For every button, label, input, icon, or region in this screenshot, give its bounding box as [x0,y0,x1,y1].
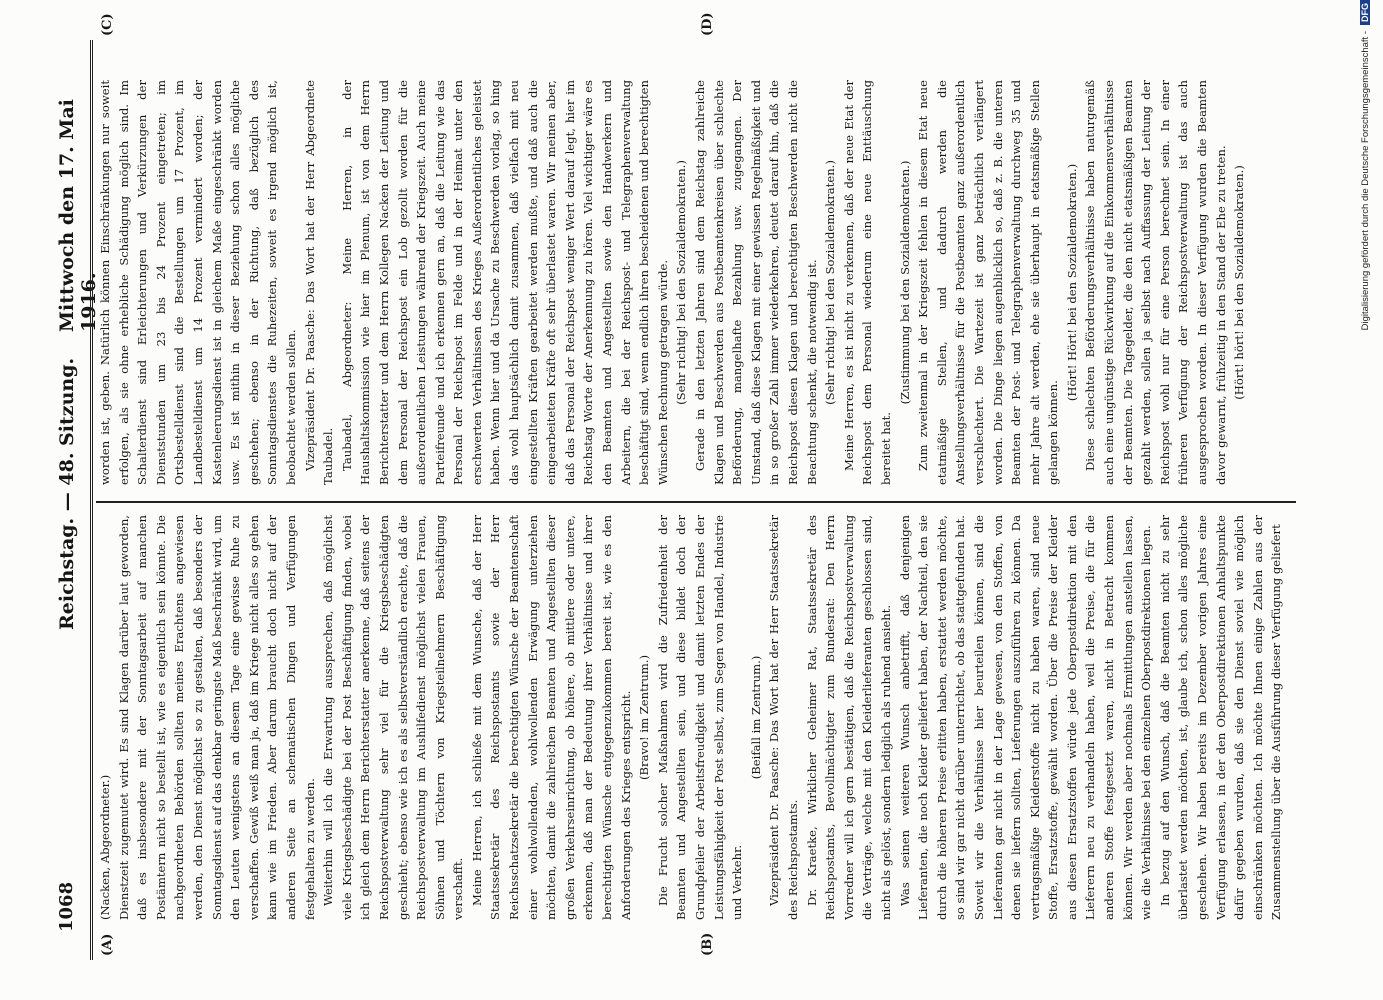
digitization-credit [1360,0,1371,1000]
interjection: (Bravo! im Zentrum.) [637,655,652,781]
paragraph: Dr. Kraetke, Wirklicher Geheimer Rat, Staatssekretär des Reichspostamts, Bevollmächtigter zum Bundesrat: Den Herrn Vorredner will ich gern bestätigen, daß die Reichspostverwaltung die Verträge, welche mit den Kleiderlieferanten geschlossen sind, nicht als gelöst, sondern lediglich als ruhend ansieht. [804,515,893,920]
paragraph: Was seinen weiteren Wunsch anbetrifft, daß denjenigen Lieferanten, die noch Kleider geliefert haben, der Nachteil, den sie durch die höheren Preise erlitten haben, erstattet werden möchte, so sind wir gar nicht darüber unterrichtet, ob das stattgefunden hat. Soweit wir die Verhältnisse hier beurteilen können, sind die Lieferanten gar nicht in der Lage gewesen, von den Stoffen, von denen sie liefern sollten, Lieferungen auszuführen zu können. Da vertragsmäßige Kleiderstoffe nicht zu haben waren, sind neue Stoffe, Ersatzstoffe, gewählt worden. Über die Preise der Kleider aus diesen Ersatzstoffen würde jede Oberpostdirektion mit den Lieferern neu zu verhandeln haben, weil die Preise, die für die anderen Stoffe festgesetzt waren, nicht in Betracht kommen können. Wir werden aber nochmals Ermittlungen anstellen lassen, wie die Verhältnisse bei den einzelnen Oberpostdirektionen liegen. [897,515,1154,920]
paragraph: Zum zweitenmal in der Kriegszeit fehlen in diesem Etat neue etatmäßige Stellen, und dadurch werden die Anstellungsverhältnisse für die Postbeamten ganz außerordentlich verschlechtert. Die Wartezeit ist ganz beträchtlich verlängert worden. Die Dinge liegen augenblicklich so, daß z. B. die unteren Beamten der Post- und Telegraphenverwaltung durchweg 35 und mehr Jahre alt werden, ehe sie überhaupt in etatsmäßige Stellen gelangen können. [916,80,1061,485]
credit-text: Digitalisierung gefördert durch die Deutsche Forschungsgemeinschaft - [1360,31,1371,331]
right-running-title: Mittwoch den 17. Mai 1916. [56,99,100,332]
paragraph: In bezug auf den Wunsch, daß die Beamten nicht zu sehr überlastet werden möchten, ist, glaube ich, schon alles mögliche geschehen. Wir haben bereits im Dezember vorigen Jahres eine Verfügung erlassen, in der den Oberpostdirektionen Anhaltspunkte dafür gegeben wurden, daß sie den Dienst soviel wie möglich einschränken möchten. Ich möchte Ihnen einige Zahlen aus der Zusammenstellung über die Ausführung dieser Verfügung geliefert [1157,515,1284,920]
paragraph: worden ist, geben. Natürlich können Einschränkungen nur soweit erfolgen, als sie ohne erhebliche Schädigung möglich sind. Im Schalterdienst sind Erleichterungen und Verkürzungen der Dienststunden um 23 bis 24 Prozent eingetreten; im Ortsbestelldienst sind die Bestellungen um 17 Prozent, im Landbestelldienst um 14 Prozent vermindert worden; der Kastenleerungsdienst ist in gleichem Maße eingeschränkt worden usw. Es ist mithin in dieser Beziehung schon alles mögliche geschehen; ebenso in der Richtung, daß bezüglich des Sonntagsdienstes die Ruhezeiten, soweit es irgend möglich ist, beobachtet werden sollen. [98,80,298,485]
paragraph: Weiterhin will ich die Erwartung aussprechen, daß möglichst viele Kriegsbeschädigte bei der Post Beschäftigung finden, wobei ich gleich dem Herrn Berichterstatter anerkenne, daß seitens der Reichspostverwaltung sehr viel für die Kriegsbeschädigten geschieht; ebenso wie ich es als selbstverständlich erachte, daß die Reichspostverwaltung im Aushilfedienst möglichst vielen Frauen, Söhnen und Töchtern von Kriegsteilnehmern Beschäftigung verschafft. [321,515,466,920]
dfg-logo: DFG [1360,0,1370,25]
paragraph: Dienstzeit zugemutet wird. Es sind Klagen darüber laut geworden, daß es insbesondere mit der Sonntagsarbeit auf manchen Postämtern nicht so bestellt ist, wie es eigentlich sein könnte. Die nachgeordneten Behörden sollten meines Erachtens angewiesen werden, den Dienst möglichst so zu gestalten, daß besonders der Sonntagsdienst auf das denkbar geringste Maß beschränkt wird, um den Leuten wenigstens an diesem Tage eine gewisse Ruhe zu verschaffen. Gewiß weiß man ja, daß im Kriege nicht alles so gehen kann wie im Frieden. Aber darum braucht doch nicht auf der anderen Seite an schematischen Dingen und Verfügungen festgehalten zu werden. [116,515,317,920]
left-column [96,515,1308,920]
margin-mark-a: (A) [100,933,115,956]
interjection: (Sehr richtig! bei den Sozialdemokraten.) [674,160,689,405]
paragraph: Vizepräsident Dr. Paasche: Das Wort hat der Herr Staatssekretär des Reichspostamts. [767,515,800,920]
margin-mark-b: (B) [700,932,715,956]
column-divider [96,501,1296,503]
header-rule [90,40,93,960]
interjection: (Beifall im Zentrum.) [748,655,763,780]
paragraph: Vizepräsident Dr. Paasche: Das Wort hat der Herr Abgeordnete Taubadel. [302,80,336,485]
paragraph: Meine Herren, es ist nicht zu verkennen, daß der neue Etat der Reichspost dem Personal wiederum eine neue Enttäuschung bereitet hat. [841,80,893,485]
margin-mark-d: (D) [700,12,715,36]
right-column [96,80,1308,485]
paragraph: Die Frucht solcher Maßnahmen wird die Zufriedenheit der Beamten und Angestellten sein, und diese bildet doch der Grundpfeiler der Arbeitsfreudigkeit und damit letzten Endes der Leistungsfähigkeit der Post selbst, zum Segen von Handel, Industrie und Verkehr. [655,515,745,920]
paragraph: Gerade in den letzten Jahren sind dem Reichstag zahlreiche Klagen und Beschwerden aus Postbeamtenkreisen über schlechte Beförderung, mangelhafte Bezahlung usw. zugegangen. Der Umstand, daß diese Klagen mit einer gewissen Regelmäßigkeit und in so großer Zahl immer wiederkehren, deutet darauf hin, daß die Reichspost diesen Klagen und berechtigten Beschwerden nicht die Beachtung schenkt, die notwendig ist. [693,80,819,485]
interjection: (Hört! hört! bei den Sozialdemokraten.) [1232,165,1247,400]
paragraph: Diese schlechten Beförderungsverhältnisse haben naturgemäß auch eine ungünstige Rückwirkung auf die Einkommensverhältnisse der Beamten. Die Tagegelder, die den nicht etatsmäßigen Beamten gezahlt werden, sollen ja selbst nach Auffassung der Leitung der Reichspost wohl nur für eine Person berechnet sein. In einer früheren Verfügung der Reichspostverwaltung ist das auch ausgesprochen worden. In dieser Verfügung wurden die Beamten davor gewarnt, frühzeitig in den Stand der Ehe zu treten. [1083,80,1228,485]
paragraph: Taubadel, Abgeordneter: Meine Herren, in der Haushaltskommission wie hier im Plenum, ist von dem Herrn Berichterstatter und dem Herrn Kollegen Nacken der Leitung und dem Personal der Reichspost ein Lob gezollt worden für die außerordentlichen Leistungen während der Kriegszeit. Auch meine Parteifreunde und ich erkennen gern an, daß die Leitung wie das Personal der Reichspost im Felde und in der Heimat unter den erschwerten Verhältnissen des Krieges Außerordentliches geleistet haben. Wenn hier und da Ursache zu Beschwerden vorlag, so hing das wohl hauptsächlich damit zusammen, daß vielfach mit neu eingestellten Kräften gearbeitet werden mußte, und daß auch die eingearbeiteten Kräfte oft sehr überlastet waren. Wir meinen aber, daß das Personal der Reichspost weniger Wert darauf legt, hier im Reichstag Worte der Anerkennung zu hören. Viel wichtiger wäre es den Beamten und Angestellten sowie den Handwerkern und Arbeitern, die bei der Reichspost- und Telegraphenverwaltung beschäftigt sind, wenn endlich ihren bescheidenen und berechtigten Wünschen Rechnung getragen würde. [339,80,670,485]
left-running-title: Reichstag. — 48. Sitzung. [56,357,78,630]
interjection: (Hört! Hört! bei den Sozialdemokraten.) [1064,163,1079,402]
speaker-line: (Nacken, Abgeordneter.) [98,774,112,920]
margin-mark-c: (C) [100,13,115,36]
page-header [48,40,100,960]
interjection: (Sehr richtig! bei den Sozialdemokraten.) [823,160,838,405]
page-number: 1068 [56,881,77,932]
paragraph: Meine Herren, ich schließe mit dem Wunsche, daß der Herr Staatssekretär des Reichspostamts sowie der Herr Reichsschatzsekretär die berechtigten Wünsche der Beamtenschaft einer wohlwollenden, wohlwollenden Erwägung unterziehen möchten, damit die zahlreichen Beamten und Angestellten dieser großen Verkehrseinrichtung, ob höhere, ob mittlere oder untere, erkennen, daß man der Bedeutung ihrer Verhältnisse und ihrer berechtigten Wünsche entgegenzukommen bereit ist, wie es den Anforderungen des Krieges entspricht. [469,515,633,920]
interjection: (Zustimmung bei den Sozialdemokraten.) [897,160,912,405]
